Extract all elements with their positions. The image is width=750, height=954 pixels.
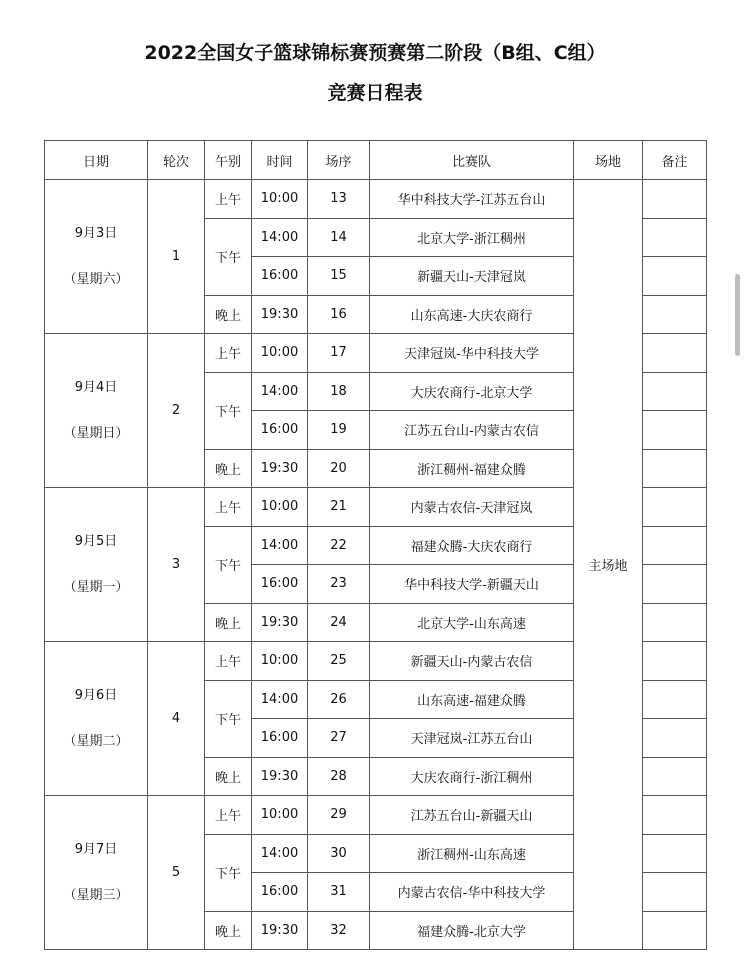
notes-cell (643, 719, 707, 758)
time-cell: 16:00 (252, 719, 308, 758)
match-no-cell: 29 (308, 796, 370, 835)
notes-cell (643, 372, 707, 411)
period-cell: 上午 (205, 488, 252, 527)
weekday-label: （星期六） (63, 271, 129, 287)
time-cell: 14:00 (252, 526, 308, 565)
match-no-cell: 21 (308, 488, 370, 527)
period-cell: 晚上 (205, 757, 252, 796)
notes-cell (643, 834, 707, 873)
match-no-cell: 15 (308, 257, 370, 296)
notes-cell (643, 257, 707, 296)
schedule-table (44, 140, 707, 950)
notes-cell (643, 218, 707, 257)
notes-cell (643, 488, 707, 527)
time-cell: 14:00 (252, 372, 308, 411)
date-label: 9月7日 (74, 841, 118, 857)
time-cell: 14:00 (252, 218, 308, 257)
round-cell: 4 (148, 642, 205, 796)
teams-cell: 华中科技大学-江苏五台山 (370, 180, 574, 219)
notes-cell (643, 911, 707, 950)
header-date: 日期 (45, 141, 148, 180)
period-cell: 下午 (205, 526, 252, 603)
period-cell: 上午 (205, 796, 252, 835)
header-round: 轮次 (148, 141, 205, 180)
date-cell (45, 334, 148, 488)
period-cell: 下午 (205, 372, 252, 449)
notes-cell (643, 680, 707, 719)
time-cell: 16:00 (252, 565, 308, 604)
header-notes: 备注 (643, 141, 707, 180)
teams-cell: 大庆农商行-北京大学 (370, 372, 574, 411)
page-title: 2022全国女子篮球锦标赛预赛第二阶段（B组、C组） (144, 42, 606, 64)
match-no-cell: 25 (308, 642, 370, 681)
teams-cell: 福建众腾-北京大学 (370, 911, 574, 950)
time-cell: 16:00 (252, 257, 308, 296)
date-cell (45, 488, 148, 642)
notes-cell (643, 526, 707, 565)
time-cell: 10:00 (252, 488, 308, 527)
date-label: 9月5日 (74, 533, 118, 549)
match-no-cell: 14 (308, 218, 370, 257)
match-no-cell: 28 (308, 757, 370, 796)
weekday-label: （星期二） (63, 733, 129, 749)
round-cell: 3 (148, 488, 205, 642)
period-cell: 上午 (205, 642, 252, 681)
weekday-label: （星期一） (63, 579, 129, 595)
period-cell: 下午 (205, 680, 252, 757)
teams-cell: 江苏五台山-内蒙古农信 (370, 411, 574, 450)
date-cell (45, 796, 148, 950)
notes-cell (643, 796, 707, 835)
time-cell: 19:30 (252, 449, 308, 488)
match-no-cell: 30 (308, 834, 370, 873)
notes-cell (643, 449, 707, 488)
notes-cell (643, 873, 707, 912)
match-no-cell: 13 (308, 180, 370, 219)
round-cell: 1 (148, 180, 205, 334)
header-row (45, 141, 707, 180)
teams-cell: 天津冠岚-华中科技大学 (370, 334, 574, 373)
time-cell: 16:00 (252, 873, 308, 912)
match-no-cell: 22 (308, 526, 370, 565)
match-no-cell: 26 (308, 680, 370, 719)
time-cell: 19:30 (252, 603, 308, 642)
notes-cell (643, 757, 707, 796)
teams-cell: 内蒙古农信-华中科技大学 (370, 873, 574, 912)
match-no-cell: 19 (308, 411, 370, 450)
teams-cell: 天津冠岚-江苏五台山 (370, 719, 574, 758)
time-cell: 10:00 (252, 642, 308, 681)
date-cell (45, 642, 148, 796)
match-no-cell: 20 (308, 449, 370, 488)
teams-cell: 内蒙古农信-天津冠岚 (370, 488, 574, 527)
round-cell: 5 (148, 796, 205, 950)
period-cell: 下午 (205, 834, 252, 911)
notes-cell (643, 603, 707, 642)
date-label: 9月4日 (74, 379, 118, 395)
time-cell: 14:00 (252, 834, 308, 873)
scrollbar-thumb[interactable] (735, 274, 740, 356)
period-cell: 晚上 (205, 911, 252, 950)
time-cell: 19:30 (252, 295, 308, 334)
match-no-cell: 32 (308, 911, 370, 950)
teams-cell: 福建众腾-大庆农商行 (370, 526, 574, 565)
notes-cell (643, 334, 707, 373)
teams-cell: 北京大学-山东高速 (370, 603, 574, 642)
date-label: 9月6日 (74, 687, 118, 703)
date-label: 9月3日 (74, 225, 118, 241)
header-match-no: 场序 (308, 141, 370, 180)
table-row (45, 180, 707, 219)
match-no-cell: 27 (308, 719, 370, 758)
teams-cell: 大庆农商行-浙江稠州 (370, 757, 574, 796)
teams-cell: 浙江稠州-福建众腾 (370, 449, 574, 488)
header-teams: 比赛队 (370, 141, 574, 180)
match-no-cell: 18 (308, 372, 370, 411)
weekday-label: （星期日） (63, 425, 129, 441)
header-time: 时间 (252, 141, 308, 180)
round-cell: 2 (148, 334, 205, 488)
notes-cell (643, 642, 707, 681)
match-no-cell: 24 (308, 603, 370, 642)
match-no-cell: 17 (308, 334, 370, 373)
notes-cell (643, 180, 707, 219)
weekday-label: （星期三） (63, 887, 129, 903)
notes-cell (643, 411, 707, 450)
time-cell: 16:00 (252, 411, 308, 450)
period-cell: 晚上 (205, 449, 252, 488)
time-cell: 19:30 (252, 911, 308, 950)
period-cell: 上午 (205, 180, 252, 219)
header-period: 午别 (205, 141, 252, 180)
header-venue: 场地 (574, 141, 643, 180)
period-cell: 晚上 (205, 603, 252, 642)
time-cell: 10:00 (252, 180, 308, 219)
teams-cell: 山东高速-福建众腾 (370, 680, 574, 719)
teams-cell: 山东高速-大庆农商行 (370, 295, 574, 334)
period-cell: 下午 (205, 218, 252, 295)
teams-cell: 北京大学-浙江稠州 (370, 218, 574, 257)
teams-cell: 新疆天山-天津冠岚 (370, 257, 574, 296)
time-cell: 19:30 (252, 757, 308, 796)
teams-cell: 江苏五台山-新疆天山 (370, 796, 574, 835)
notes-cell (643, 565, 707, 604)
page-subtitle: 竞赛日程表 (327, 82, 423, 104)
date-cell (45, 180, 148, 334)
time-cell: 10:00 (252, 796, 308, 835)
match-no-cell: 16 (308, 295, 370, 334)
venue-cell: 主场地 (574, 180, 643, 950)
teams-cell: 浙江稠州-山东高速 (370, 834, 574, 873)
period-cell: 上午 (205, 334, 252, 373)
period-cell: 晚上 (205, 295, 252, 334)
teams-cell: 华中科技大学-新疆天山 (370, 565, 574, 604)
time-cell: 14:00 (252, 680, 308, 719)
notes-cell (643, 295, 707, 334)
teams-cell: 新疆天山-内蒙古农信 (370, 642, 574, 681)
match-no-cell: 23 (308, 565, 370, 604)
match-no-cell: 31 (308, 873, 370, 912)
time-cell: 10:00 (252, 334, 308, 373)
